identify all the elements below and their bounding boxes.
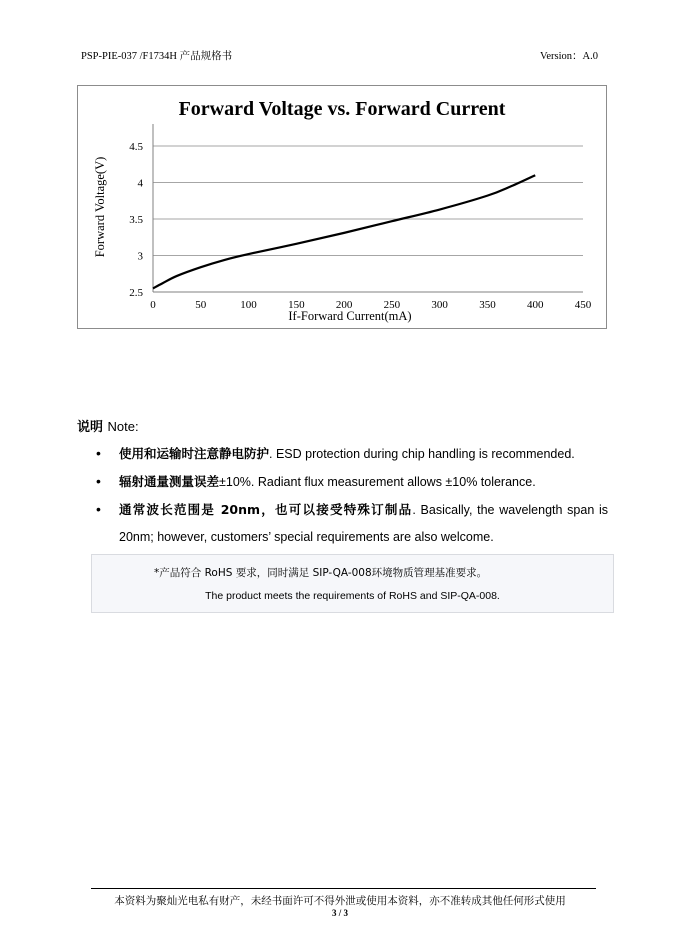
footer-divider	[91, 888, 596, 889]
y-tick-label: 3	[137, 250, 143, 263]
x-tick-label: 250	[383, 299, 401, 311]
note-item-wavelength	[96, 496, 608, 551]
x-tick-label: 400	[526, 299, 544, 311]
chart-title: Forward Voltage vs. Forward Current	[178, 98, 506, 120]
x-tick-label: 0	[150, 299, 156, 311]
notes-title-en: Note:	[107, 419, 139, 434]
x-tick-label: 450	[574, 299, 592, 311]
footer-disclaimer: 本资料为聚灿光电私有财产，未经书面许可不得外泄或使用本资料，亦不准转成其他任何形式使用	[114, 895, 566, 907]
x-axis-label: If-Forward Current(mA)	[288, 309, 412, 323]
x-tick-label: 50	[195, 299, 207, 311]
y-tick-label: 4	[137, 177, 143, 190]
note-item-zh: 通常波长范围是 20nm，也可以接受特殊订制品	[119, 502, 413, 517]
note-item-en: . Basically, the wavelength span is 20nm; however, customers’ special requirements are also welcome.	[119, 503, 609, 544]
series-line	[153, 175, 535, 288]
note-item-esd	[96, 440, 608, 468]
notes-list	[96, 440, 608, 551]
forward-voltage-chart	[77, 85, 607, 329]
notes-title-zh: 说明	[77, 420, 104, 435]
y-tick-label: 3.5	[129, 214, 143, 226]
y-tick-label: 4.5	[129, 141, 143, 153]
document-code: PSP-PIE-037 /F1734H 产品规格书	[81, 51, 233, 62]
x-tick-label: 200	[335, 299, 353, 311]
note-item-en: . ESD protection during chip handling is recommended.	[269, 447, 575, 461]
document-version: Version：A.0	[539, 51, 598, 62]
rohs-text-zh: *产品符合 RoHS 要求，同时满足 SIP-QA-008环境物质管理基准要求。	[154, 567, 488, 579]
note-item-flux	[96, 468, 608, 496]
x-tick-label: 300	[431, 299, 448, 311]
notes-title	[77, 416, 139, 435]
x-tick-label: 150	[288, 299, 305, 311]
x-tick-label: 350	[479, 299, 496, 311]
page-number: 3 / 3	[331, 908, 348, 918]
rohs-statement	[91, 554, 614, 613]
x-tick-label: 100	[240, 299, 257, 311]
y-axis-label: Forward Voltage(V)	[93, 156, 107, 258]
y-tick-label: 2.5	[129, 287, 143, 299]
rohs-text-en: The product meets the requirements of RoHS and SIP-QA-008.	[205, 590, 500, 602]
note-item-en: ±10%. Radiant flux measurement allows ±10% tolerance.	[219, 475, 536, 489]
note-item-zh: 使用和运输时注意静电防护	[119, 446, 270, 461]
chart-svg	[78, 86, 606, 328]
note-item-zh: 辐射通量测量误差	[119, 474, 220, 489]
